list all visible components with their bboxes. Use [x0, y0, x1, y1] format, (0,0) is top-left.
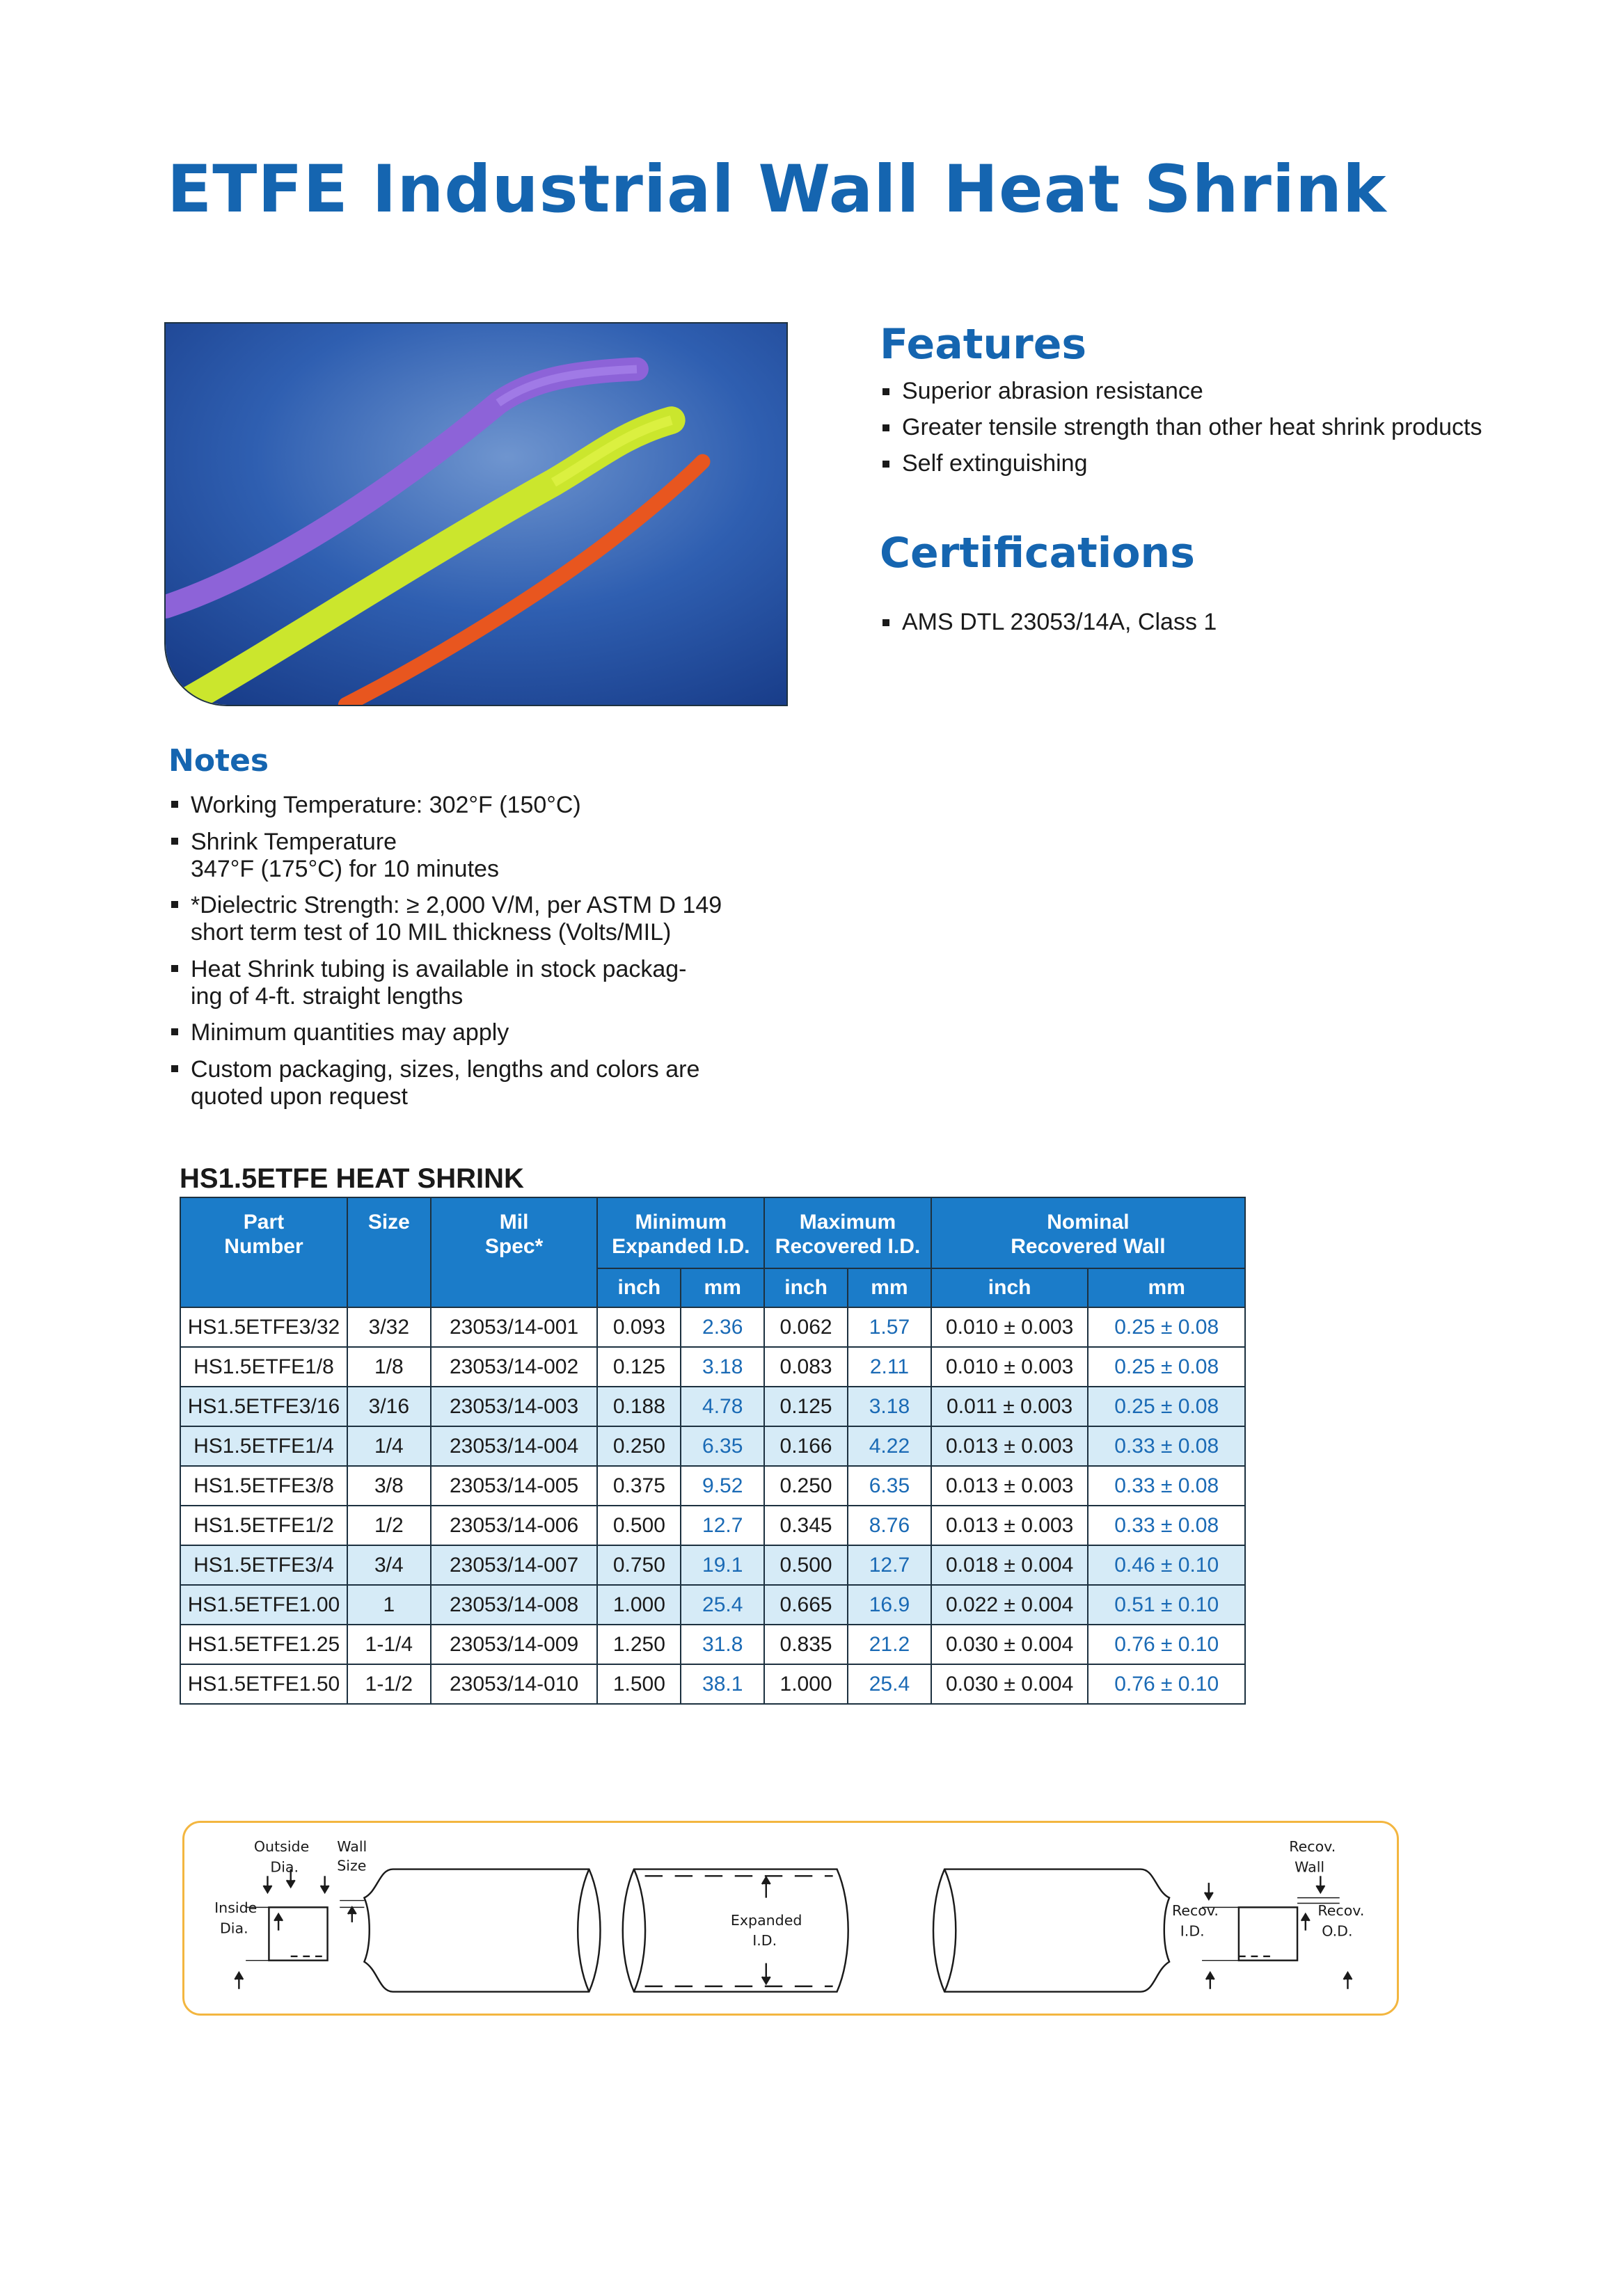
- table-cell: HS1.5ETFE1/4: [180, 1426, 347, 1466]
- header-mm: mm: [681, 1268, 764, 1307]
- table-cell: 0.011 ± 0.003: [931, 1387, 1089, 1426]
- table-cell: 3.18: [848, 1387, 931, 1426]
- table-cell: 23053/14-006: [431, 1506, 598, 1545]
- tube-shrinking-left: [364, 1870, 600, 1992]
- label-recov-id-2: I.D.: [1180, 1922, 1205, 1940]
- table-cell: 12.7: [681, 1506, 764, 1545]
- table-cell: HS1.5ETFE1.25: [180, 1625, 347, 1664]
- header-inch: inch: [931, 1268, 1089, 1307]
- table-cell: 0.33 ± 0.08: [1088, 1426, 1245, 1466]
- table-row: [180, 1545, 1245, 1585]
- table-cell: 23053/14-004: [431, 1426, 598, 1466]
- table-cell: HS1.5ETFE1/8: [180, 1347, 347, 1387]
- certifications-heading: Certifications: [880, 529, 1195, 577]
- table-cell: 0.125: [764, 1387, 848, 1426]
- table-cell: 1.000: [764, 1664, 848, 1704]
- table-cell: 23053/14-007: [431, 1545, 598, 1585]
- table-cell: 23053/14-008: [431, 1585, 598, 1625]
- table-cell: 1/8: [347, 1347, 431, 1387]
- table-cell: 0.835: [764, 1625, 848, 1664]
- label-expanded: Expanded: [730, 1911, 802, 1929]
- label-inside: Inside: [214, 1899, 258, 1917]
- table-cell: 0.51 ± 0.10: [1088, 1585, 1245, 1625]
- table-cell: 0.46 ± 0.10: [1088, 1545, 1245, 1585]
- table-cell: 23053/14-009: [431, 1625, 598, 1664]
- table-cell: 0.25 ± 0.08: [1088, 1307, 1245, 1347]
- table-title: HS1.5ETFE HEAT SHRINK: [180, 1163, 524, 1194]
- table-cell: 2.36: [681, 1307, 764, 1347]
- table-cell: 0.062: [764, 1307, 848, 1347]
- table-cell: 0.030 ± 0.004: [931, 1625, 1089, 1664]
- table-cell: 0.030 ± 0.004: [931, 1664, 1089, 1704]
- label-recov-wall: Wall: [1295, 1858, 1325, 1876]
- product-photo: [164, 322, 788, 706]
- header-mil-spec: Mil Spec*: [431, 1197, 598, 1307]
- header-mm: mm: [1088, 1268, 1245, 1307]
- table-cell: 1-1/4: [347, 1625, 431, 1664]
- table-cell: 1/2: [347, 1506, 431, 1545]
- table-row: [180, 1664, 1245, 1704]
- label-wall: Wall: [337, 1838, 367, 1856]
- label-expanded-id: I.D.: [752, 1932, 777, 1950]
- list-item: Shrink Temperature 347°F (175°C) for 10 minutes: [168, 829, 781, 883]
- table-cell: HS1.5ETFE3/16: [180, 1387, 347, 1426]
- table-cell: HS1.5ETFE1.50: [180, 1664, 347, 1704]
- table-cell: 23053/14-003: [431, 1387, 598, 1426]
- table-cell: 0.125: [597, 1347, 681, 1387]
- label-inside-dia: Dia.: [219, 1920, 248, 1937]
- table-cell: 23053/14-002: [431, 1347, 598, 1387]
- heat-shrink-spec-table: [180, 1197, 1246, 1705]
- list-item: Custom packaging, sizes, lengths and colors are quoted upon request: [168, 1056, 781, 1110]
- list-item: Superior abrasion resistance: [880, 379, 1482, 403]
- table-cell: 38.1: [681, 1664, 764, 1704]
- table-cell: 3/16: [347, 1387, 431, 1426]
- table-row: [180, 1466, 1245, 1506]
- label-recov: Recov.: [1289, 1838, 1336, 1856]
- table-cell: 21.2: [848, 1625, 931, 1664]
- table-cell: 0.500: [597, 1506, 681, 1545]
- table-cell: 0.250: [597, 1426, 681, 1466]
- table-cell: 1.57: [848, 1307, 931, 1347]
- table-cell: 1-1/2: [347, 1664, 431, 1704]
- table-cell: 3.18: [681, 1347, 764, 1387]
- table-cell: 0.33 ± 0.08: [1088, 1466, 1245, 1506]
- table-cell: 1.500: [597, 1664, 681, 1704]
- header-max-recovered: Maximum Recovered I.D.: [764, 1197, 931, 1268]
- table-cell: 0.010 ± 0.003: [931, 1347, 1089, 1387]
- tube-expanded: [623, 1870, 848, 1992]
- table-cell: 0.250: [764, 1466, 848, 1506]
- notes-list: [168, 792, 781, 1120]
- table-cell: 0.345: [764, 1506, 848, 1545]
- table-cell: 23053/14-005: [431, 1466, 598, 1506]
- table-cell: 0.33 ± 0.08: [1088, 1506, 1245, 1545]
- table-cell: 0.25 ± 0.08: [1088, 1387, 1245, 1426]
- table-cell: 6.35: [681, 1426, 764, 1466]
- table-row: [180, 1307, 1245, 1347]
- table-cell: 0.013 ± 0.003: [931, 1506, 1089, 1545]
- table-cell: HS1.5ETFE1/2: [180, 1506, 347, 1545]
- table-cell: 0.013 ± 0.003: [931, 1426, 1089, 1466]
- features-list: [880, 379, 1482, 488]
- table-cell: 23053/14-001: [431, 1307, 598, 1347]
- table-row: [180, 1347, 1245, 1387]
- notes-heading: Notes: [168, 743, 269, 779]
- table-cell: 3/32: [347, 1307, 431, 1347]
- label-size: Size: [337, 1857, 367, 1874]
- table-cell: HS1.5ETFE3/4: [180, 1545, 347, 1585]
- table-cell: 0.093: [597, 1307, 681, 1347]
- header-part-number: Part Number: [180, 1197, 347, 1307]
- table-cell: 16.9: [848, 1585, 931, 1625]
- list-item: Working Temperature: 302°F (150°C): [168, 792, 781, 819]
- certifications-list: [880, 610, 1217, 634]
- table-cell: HS1.5ETFE3/32: [180, 1307, 347, 1347]
- list-item: Greater tensile strength than other heat shrink products: [880, 415, 1482, 439]
- table-cell: 0.76 ± 0.10: [1088, 1664, 1245, 1704]
- table-row: [180, 1585, 1245, 1625]
- features-heading: Features: [880, 320, 1087, 369]
- table-cell: 0.083: [764, 1347, 848, 1387]
- label-dia: Dia.: [270, 1858, 299, 1876]
- label-recov-id-1: Recov.: [1171, 1902, 1219, 1920]
- label-recov-od-2: O.D.: [1322, 1922, 1353, 1940]
- table-cell: 25.4: [681, 1585, 764, 1625]
- table-body: [180, 1307, 1245, 1704]
- table-row: [180, 1625, 1245, 1664]
- header-inch: inch: [597, 1268, 681, 1307]
- table-cell: 0.022 ± 0.004: [931, 1585, 1089, 1625]
- heat-shrink-tubing-image: [166, 324, 786, 705]
- header-size: Size: [347, 1197, 431, 1307]
- tube-shrinking-right: [933, 1870, 1169, 1992]
- list-item: Self extinguishing: [880, 452, 1482, 475]
- list-item: *Dielectric Strength: ≥ 2,000 V/M, per ASTM D 149 short term test of 10 MIL thickness (Volts/MIL): [168, 892, 781, 946]
- table-cell: 23053/14-010: [431, 1664, 598, 1704]
- table-cell: 0.25 ± 0.08: [1088, 1347, 1245, 1387]
- table-cell: 6.35: [848, 1466, 931, 1506]
- table-cell: 0.166: [764, 1426, 848, 1466]
- table-cell: 0.750: [597, 1545, 681, 1585]
- table-cell: 4.78: [681, 1387, 764, 1426]
- table-cell: 9.52: [681, 1466, 764, 1506]
- table-cell: 0.500: [764, 1545, 848, 1585]
- list-item: Minimum quantities may apply: [168, 1019, 781, 1046]
- table-cell: 1: [347, 1585, 431, 1625]
- table-cell: 0.188: [597, 1387, 681, 1426]
- table-row: [180, 1506, 1245, 1545]
- table-cell: 0.010 ± 0.003: [931, 1307, 1089, 1347]
- table-cell: HS1.5ETFE3/8: [180, 1466, 347, 1506]
- table-cell: 0.76 ± 0.10: [1088, 1625, 1245, 1664]
- table-cell: 3/8: [347, 1466, 431, 1506]
- table-cell: 1.000: [597, 1585, 681, 1625]
- table-cell: 31.8: [681, 1625, 764, 1664]
- dimension-diagram: [182, 1821, 1399, 2016]
- header-inch: inch: [764, 1268, 848, 1307]
- table-cell: 8.76: [848, 1506, 931, 1545]
- list-item: AMS DTL 23053/14A, Class 1: [880, 610, 1217, 634]
- table-cell: 0.013 ± 0.003: [931, 1466, 1089, 1506]
- table-cell: 4.22: [848, 1426, 931, 1466]
- table-row: [180, 1387, 1245, 1426]
- list-item: Heat Shrink tubing is available in stock packag- ing of 4-ft. straight lengths: [168, 956, 781, 1010]
- label-recov-od-1: Recov.: [1317, 1902, 1365, 1920]
- table-cell: 1.250: [597, 1625, 681, 1664]
- page-title: ETFE Industrial Wall Heat Shrink: [167, 152, 1387, 228]
- table-row: [180, 1426, 1245, 1466]
- small-tube-right: [1239, 1907, 1297, 1960]
- table-cell: 2.11: [848, 1347, 931, 1387]
- table-cell: 0.375: [597, 1466, 681, 1506]
- header-nominal-wall: Nominal Recovered Wall: [931, 1197, 1245, 1268]
- table-cell: HS1.5ETFE1.00: [180, 1585, 347, 1625]
- table-cell: 0.665: [764, 1585, 848, 1625]
- header-min-expanded: Minimum Expanded I.D.: [597, 1197, 764, 1268]
- heat-shrink-dimension-diagram: [184, 1823, 1397, 2014]
- table-cell: 3/4: [347, 1545, 431, 1585]
- label-outside: Outside: [253, 1838, 310, 1856]
- table-cell: 12.7: [848, 1545, 931, 1585]
- table-cell: 19.1: [681, 1545, 764, 1585]
- table-cell: 25.4: [848, 1664, 931, 1704]
- header-mm: mm: [848, 1268, 931, 1307]
- table-cell: 0.018 ± 0.004: [931, 1545, 1089, 1585]
- table-cell: 1/4: [347, 1426, 431, 1466]
